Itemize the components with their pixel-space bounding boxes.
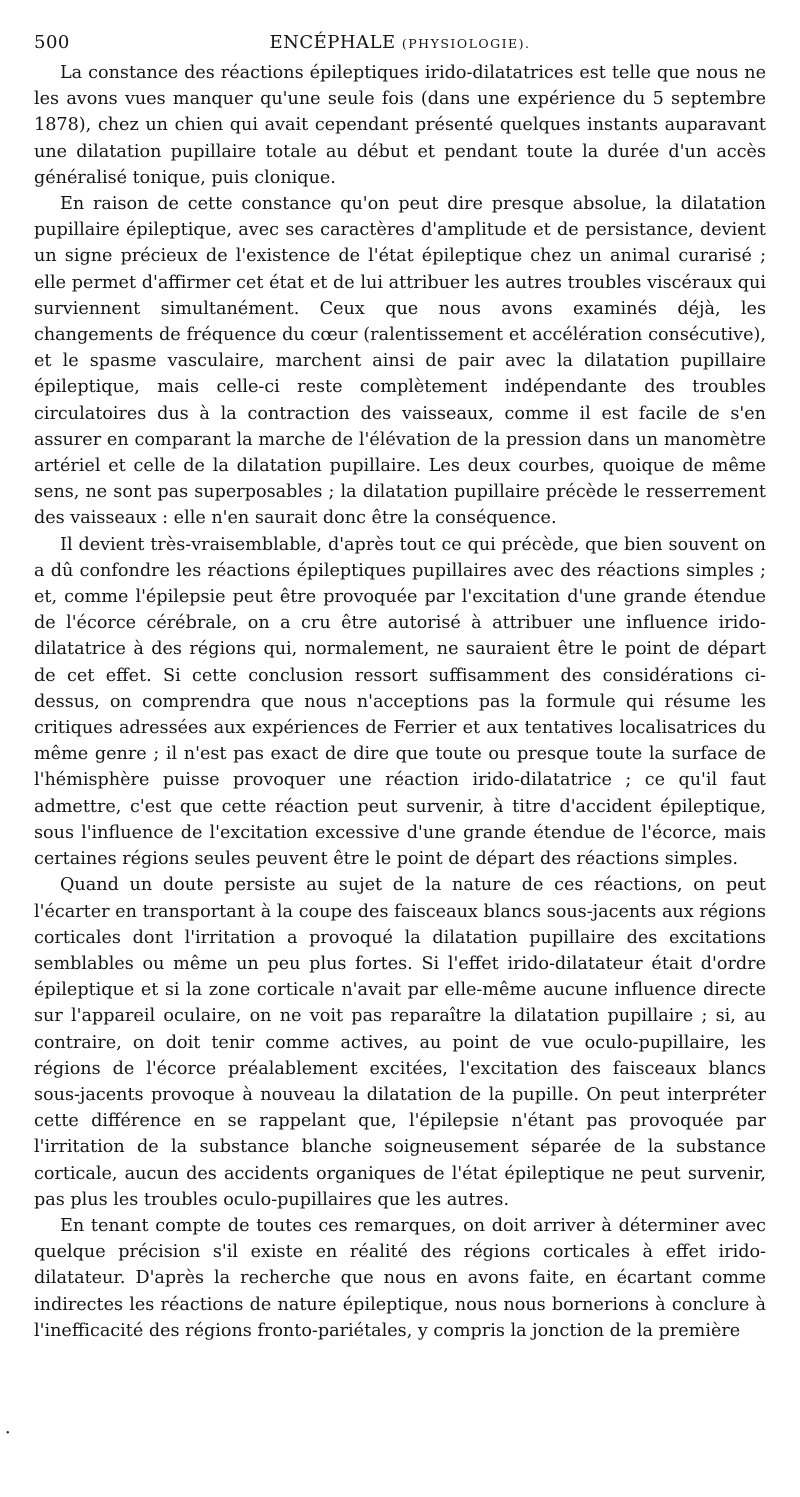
page-header <box>34 28 766 60</box>
paragraph: Il devient très-vraisemblable, d'après tout ce qui précède, que bien souvent on a dû confondre les réactions épileptiques pupillaires avec des réactions simples ; et, comme l'épilepsie peut être provoquée par l'excitation d'une grande étendue de l'écorce cérébrale, on a cru être autorisé à attribuer une influence irido-dilatatrice à des régions qui, normalement, ne sauraient être le point de départ de cet effet. Si cette conclusion ressort suffisamment des considérations ci-dessus, on comprendra que nous n'acceptions pas la formule qui résume les critiques adressées aux expériences de Ferrier et aux tentatives localisatrices du même genre ; il n'est pas exact de dire que toute ou presque toute la surface de l'hémisphère puisse provoquer une réaction irido-dilatatrice ; ce qu'il faut admettre, c'est que cette réaction peut survenir, à titre d'accident épileptique, sous l'influence de l'excitation excessive d'une grande étendue de l'écorce, mais certaines régions seules peuvent être le point de départ des réactions simples. <box>34 534 766 870</box>
paragraph: En tenant compte de toutes ces remarques, on doit arriver à déterminer avec quelque précision s'il existe en réalité des régions corticales à effet irido-dilatateur. D'après la recherche que nous en avons faite, en écartant comme indirectes les réactions de nature épileptique, nous nous bornerions à conclure à l'inefficacité des régions fronto-pariétales, y compris la jonction de la première <box>34 1215 766 1341</box>
running-head-subtitle: (PHYSIOLOGIE). <box>401 36 531 51</box>
body-text <box>34 60 766 1344</box>
running-head-title: ENCÉPHALE <box>269 32 396 53</box>
paragraph: En raison de cette constance qu'on peut dire presque absolue, la dilatation pupillaire épileptique, avec ses caractères d'amplitude et de persistance, devient un signe précieux de l'existence de l'état épileptique chez un animal curarisé ; elle permet d'affirmer cet état et de lui attribuer les autres troubles viscéraux qui surviennent simultanément. Ceux que nous avons examinés déjà, les changements de fréquence du cœur (ralentissement et accélération consécutive), et le spasme vasculaire, marchent ainsi de pair avec la dilatation pupillaire épileptique, mais celle-ci reste complètement indépendante des troubles circulatoires dus à la contraction des vaisseaux, comme il est facile de s'en assurer en comparant la marche de l'élévation de la pression dans un manomètre artériel et celle de la dilatation pupillaire. Les deux courbes, quoique de même sens, ne sont pas superposables ; la dilatation pupillaire précède le resserrement des vaisseaux : elle n'en saurait donc être la conséquence. <box>34 194 766 529</box>
paragraph: Quand un doute persiste au sujet de la nature de ces réactions, on peut l'écarter en transportant à la coupe des faisceaux blancs sous-jacents aux régions corticales dont l'irritation a provoqué la dilatation pupillaire des excitations semblables ou même un peu plus fortes. Si l'effet irido-dilatateur était d'ordre épileptique et si la zone corticale n'avait par elle-même aucune influence directe sur l'appareil oculaire, on ne voit pas reparaître la dilatation pupillaire ; si, au contraire, on doit tenir comme actives, au point de vue oculo-pupillaire, les régions de l'écorce préalablement excitées, l'excitation des faisceaux blancs sous-jacents provoque à nouveau la dilatation de la pupille. On peut interpréter cette différence en se rappelant que, l'épilepsie n'étant pas provoquée par l'irritation de la substance blanche soigneusement séparée de la substance corticale, aucun des accidents organiques de l'état épileptique ne peut survenir, pas plus les troubles oculo-pupillaires que les autres. <box>34 875 766 1210</box>
margin-mark: • <box>6 1428 10 1439</box>
running-head <box>34 32 766 53</box>
page-number: 500 <box>34 32 70 53</box>
paragraph: La constance des réactions épileptiques irido-dilatatrices est telle que nous ne les avons vues manquer qu'une seule fois (dans une expérience du 5 septembre 1878), chez un chien qui avait cependant présenté quelques instants auparavant une dilatation pupillaire totale au début et pendant toute la durée d'un accès généralisé tonique, puis clonique. <box>34 63 766 188</box>
